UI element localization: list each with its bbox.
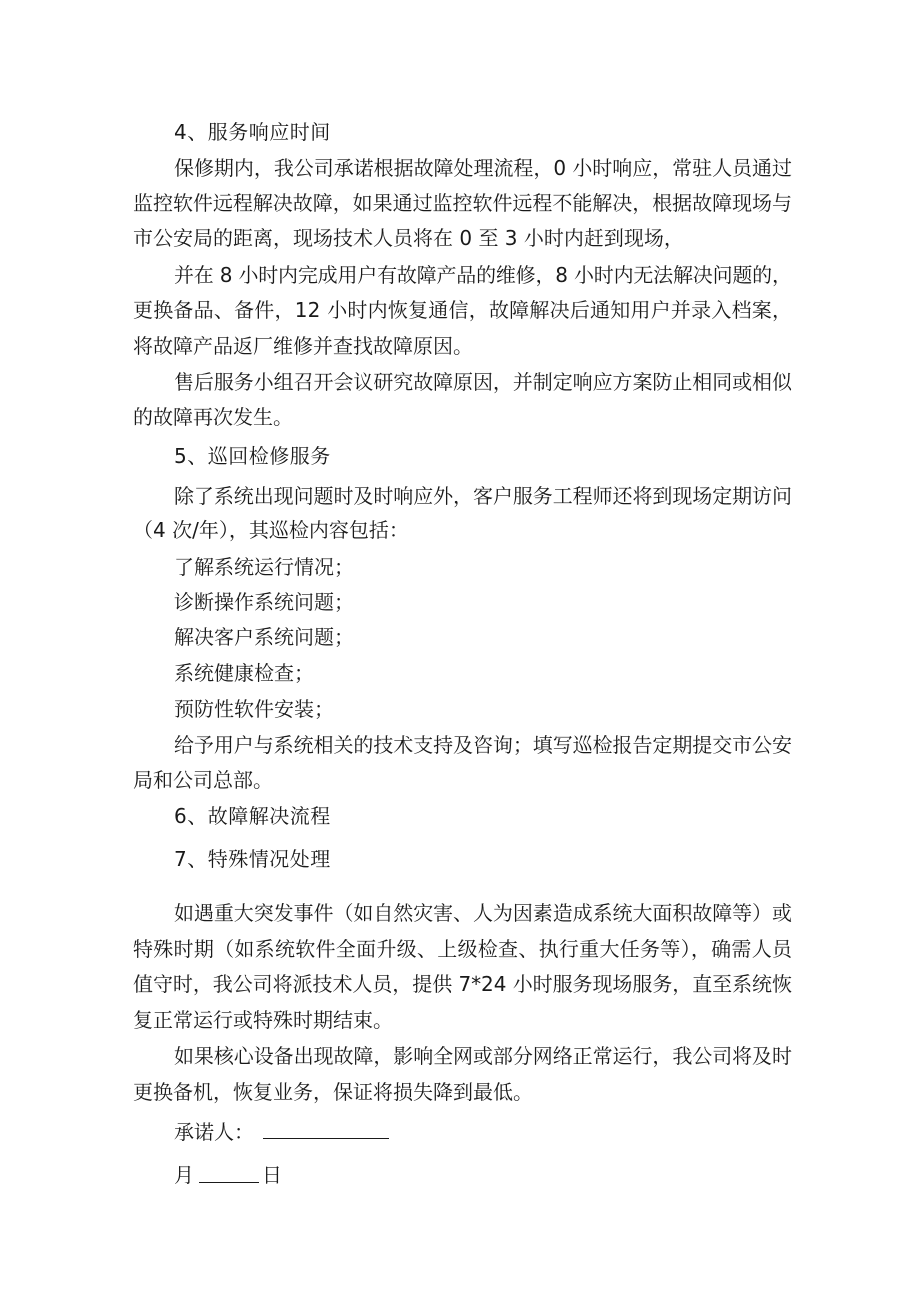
body-text-line: 如遇重大突发事件（如自然灾害、人为因素造成系统大面积故障等）或 [174,901,792,925]
date-blank-line [199,1182,259,1183]
section-heading: 5、巡回检修服务 [174,444,331,468]
section-heading: 6、故障解决流程 [174,804,331,828]
body-text-line: 的故障再次发生。 [133,405,293,429]
body-text-line: 值守时，我公司将派技术人员，提供 7*24 小时服务现场服务，直至系统恢 [133,972,792,996]
section-heading: 4、服务响应时间 [174,120,331,144]
day-label: 日 [262,1163,282,1187]
body-text-line: 复正常运行或特殊时期结束。 [133,1008,393,1032]
promisor-signature-line [263,1138,389,1139]
body-text-line: 保修期内，我公司承诺根据故障处理流程，0 小时响应，常驻人员通过 [174,156,792,180]
body-text-line: 除了系统出现问题时及时响应外，客户服务工程师还将到现场定期访问 [174,484,792,508]
body-text-line: 预防性软件安装； [174,697,334,721]
body-text-line: 市公安局的距离，现场技术人员将在 0 至 3 小时内赶到现场， [133,226,684,250]
section-heading: 7、特殊情况处理 [174,847,331,871]
body-text-line: 系统健康检查； [174,661,314,685]
body-text-line: 如果核心设备出现故障，影响全网或部分网络正常运行，我公司将及时 [174,1044,792,1068]
body-text-line: 将故障产品返厂维修并查找故障原因。 [133,334,473,358]
body-text-line: 监控软件远程解决故障，如果通过监控软件远程不能解决，根据故障现场与 [133,191,792,215]
body-text-line: 售后服务小组召开会议研究故障原因，并制定响应方案防止相同或相似 [174,370,792,394]
body-text-line: （4 次/年），其巡检内容包括： [133,518,409,542]
body-text-line: 并在 8 小时内完成用户有故障产品的维修，8 小时内无法解决问题的， [174,263,792,287]
body-text-line: 特殊时期（如系统软件全面升级、上级检查、执行重大任务等），确需人员 [133,937,793,961]
body-text-line: 诊断操作系统问题； [174,590,354,614]
body-text-line: 解决客户系统问题； [174,625,354,649]
body-text-line: 了解系统运行情况； [174,555,354,579]
month-label: 月 [174,1163,194,1187]
body-text-line: 更换备品、备件，12 小时内恢复通信，故障解决后通知用户并录入档案， [133,298,793,322]
body-text-line: 局和公司总部。 [133,768,273,792]
body-text-line: 给予用户与系统相关的技术支持及咨询；填写巡检报告定期提交市公安 [174,733,792,757]
promisor-label: 承诺人： [174,1120,254,1144]
body-text-line: 更换备机，恢复业务，保证将损失降到最低。 [133,1080,533,1104]
